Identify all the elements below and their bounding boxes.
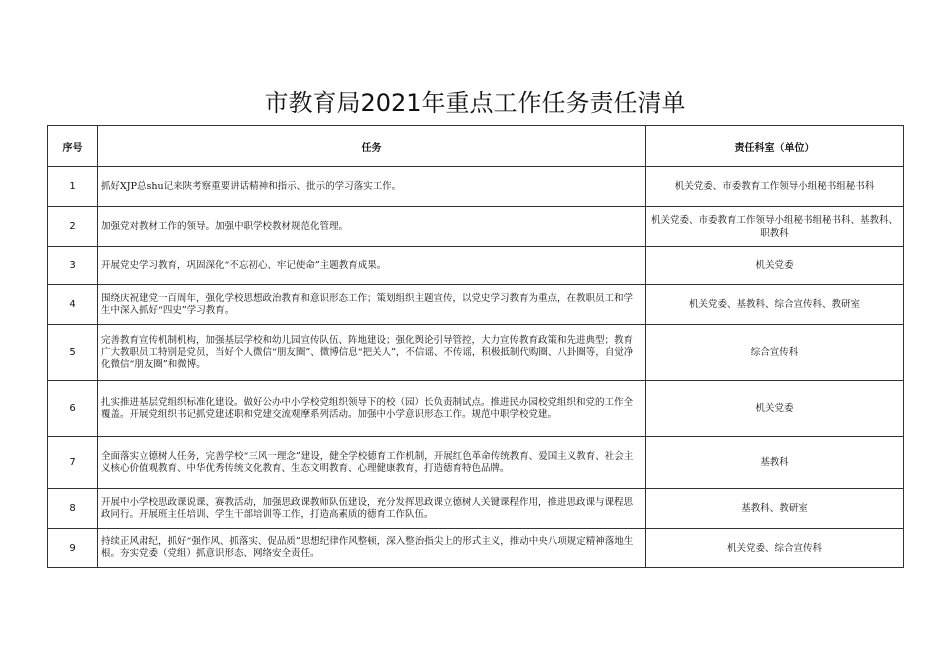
table-row <box>48 247 904 285</box>
row-task: 扎实推进基层党组织标准化建设。做好公办中小学校党组织领导下的校（园）长负责制试点。推进民办园校党组织和党的工作全覆盖。开展党组织书记抓党建述职和党建交流观摩系列活动。加强中小学意识形态工作。规范中职学校党建。 <box>98 381 646 437</box>
row-task: 开展党史学习教育，巩固深化“不忘初心、牢记使命”主题教育成果。 <box>98 247 646 285</box>
row-unit: 机关党委 <box>646 381 904 437</box>
row-task: 加强党对教材工作的领导。加强中职学校教材规范化管理。 <box>98 207 646 247</box>
row-task: 持续正风肃纪，抓好“强作风、抓落实、促品质”思想纪律作风整顿，深入整治指尖上的形式主义，推动中央八项规定精神落地生根。夯实党委（党组）抓意识形态、网络安全责任。 <box>98 529 646 568</box>
table-body <box>48 167 904 568</box>
row-index: 8 <box>48 489 98 529</box>
table-row <box>48 529 904 568</box>
row-index: 7 <box>48 437 98 489</box>
table-row <box>48 325 904 381</box>
table-row <box>48 167 904 207</box>
row-index: 6 <box>48 381 98 437</box>
row-unit: 机关党委、市委教育工作领导小组秘书组秘书科、基教科、职教科 <box>646 207 904 247</box>
table-row <box>48 381 904 437</box>
row-index: 2 <box>48 207 98 247</box>
row-unit: 机关党委、综合宣传科 <box>646 529 904 568</box>
row-unit: 基教科 <box>646 437 904 489</box>
table-header-row <box>48 126 904 167</box>
row-unit: 综合宣传科 <box>646 325 904 381</box>
row-task: 全面落实立德树人任务，完善学校“三风一理念”建设，健全学校德育工作机制，开展红色革命传统教育、爱国主义教育、社会主义核心价值观教育、中华优秀传统文化教育、生态文明教育、心理健康教育，打造德育特色品牌。 <box>98 437 646 489</box>
table-row <box>48 285 904 325</box>
row-index: 9 <box>48 529 98 568</box>
row-index: 1 <box>48 167 98 207</box>
header-task: 任务 <box>98 126 646 167</box>
row-task: 围绕庆祝建党一百周年，强化学校思想政治教育和意识形态工作；策划组织主题宣传，以党史学习教育为重点，在教职员工和学生中深入抓好“四史”学习教育。 <box>98 285 646 325</box>
header-unit: 责任科室（单位） <box>646 126 904 167</box>
row-unit: 基教科、教研室 <box>646 489 904 529</box>
task-table <box>47 125 904 568</box>
row-unit: 机关党委 <box>646 247 904 285</box>
table-row <box>48 207 904 247</box>
row-task: 抓好XJP总shu记来陕考察重要讲话精神和指示、批示的学习落实工作。 <box>98 167 646 207</box>
document-title: 市教育局2021年重点工作任务责任清单 <box>264 89 686 117</box>
row-task: 开展中小学校思政课说课、赛教活动，加强思政课教师队伍建设，充分发挥思政课立德树人关键课程作用，推进思政课与课程思政同行。开展班主任培训、学生干部培训等工作，打造高素质的德育工作队伍。 <box>98 489 646 529</box>
table-row <box>48 437 904 489</box>
row-index: 5 <box>48 325 98 381</box>
row-index: 4 <box>48 285 98 325</box>
row-task: 完善教育宣传机制机构，加强基层学校和幼儿园宣传队伍、阵地建设；强化舆论引导管控，大力宣传教育政策和先进典型；教育广大教职员工特别是党员，当好个人微信“朋友圈”、微博信息“把关人”，不信谣、不传谣，积极抵制代购圈、八卦圈等，自觉净化微信“朋友圈”和微博。 <box>98 325 646 381</box>
row-index: 3 <box>48 247 98 285</box>
row-unit: 机关党委、市委教育工作领导小组秘书组秘书科 <box>646 167 904 207</box>
header-index: 序号 <box>48 126 98 167</box>
table-row <box>48 489 904 529</box>
row-unit: 机关党委、基教科、综合宣传科、教研室 <box>646 285 904 325</box>
